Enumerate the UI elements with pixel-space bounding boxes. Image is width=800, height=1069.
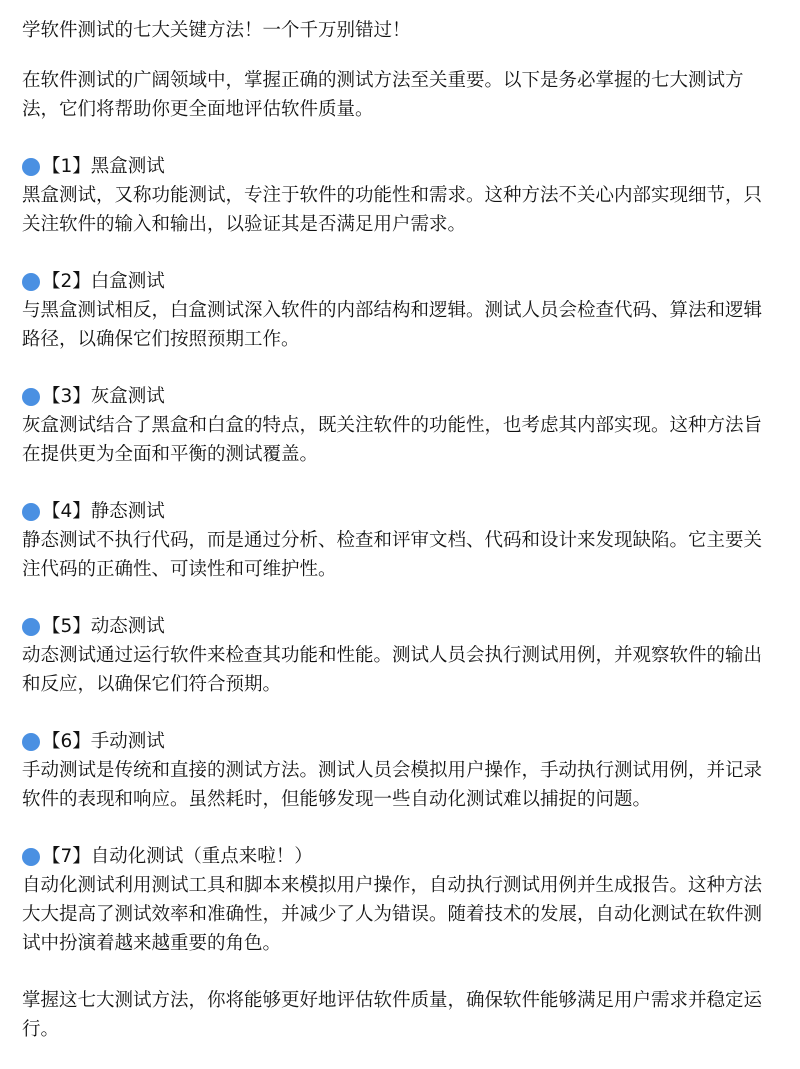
blue-circle-icon [22,733,40,751]
section-1 [22,152,776,239]
section-title: 【3】灰盒测试 [42,386,165,407]
section-3 [22,382,776,469]
section-title: 【4】静态测试 [42,501,165,522]
section-heading [22,152,776,181]
section-body: 手动测试是传统和直接的测试方法。测试人员会模拟用户操作，手动执行测试用例，并记录软件的表现和响应。虽然耗时，但能够发现一些自动化测试难以捕捉的问题。 [22,760,763,810]
closing-paragraph: 掌握这七大测试方法，你将能够更好地评估软件质量，确保软件能够满足用户需求并稳定运行。 [22,990,763,1040]
blue-circle-icon [22,848,40,866]
section-6 [22,727,776,814]
section-body: 灰盒测试结合了黑盒和白盒的特点，既关注软件的功能性，也考虑其内部实现。这种方法旨在提供更为全面和平衡的测试覆盖。 [22,415,763,465]
section-body: 黑盒测试，又称功能测试，专注于软件的功能性和需求。这种方法不关心内部实现细节，只关注软件的输入和输出，以验证其是否满足用户需求。 [22,185,763,235]
section-title: 【2】白盒测试 [42,271,165,292]
section-body: 静态测试不执行代码，而是通过分析、检查和评审文档、代码和设计来发现缺陷。它主要关注代码的正确性、可读性和可维护性。 [22,530,763,580]
section-title: 【5】动态测试 [42,616,165,637]
section-5 [22,612,776,699]
section-heading [22,267,776,296]
section-heading [22,727,776,756]
section-title: 【1】黑盒测试 [42,156,165,177]
blue-circle-icon [22,158,40,176]
section-body: 自动化测试利用测试工具和脚本来模拟用户操作，自动执行测试用例并生成报告。这种方法大大提高了测试效率和准确性，并减少了人为错误。随着技术的发展，自动化测试在软件测试中扮演着越来越重要的角色。 [22,875,763,954]
section-title: 【6】手动测试 [42,731,165,752]
section-title: 【7】自动化测试（重点来啦！） [42,846,313,867]
page-title: 学软件测试的七大关键方法！一个千万别错过！ [22,20,411,41]
section-heading [22,382,776,411]
section-body: 与黑盒测试相反，白盒测试深入软件的内部结构和逻辑。测试人员会检查代码、算法和逻辑路径，以确保它们按照预期工作。 [22,300,763,350]
section-7 [22,842,776,958]
blue-circle-icon [22,273,40,291]
section-heading [22,612,776,641]
intro-paragraph: 在软件测试的广阔领域中，掌握正确的测试方法至关重要。以下是务必掌握的七大测试方法，它们将帮助你更全面地评估软件质量。 [22,70,744,120]
blue-circle-icon [22,388,40,406]
section-heading [22,842,776,871]
blue-circle-icon [22,618,40,636]
blue-circle-icon [22,503,40,521]
section-heading [22,497,776,526]
section-body: 动态测试通过运行软件来检查其功能和性能。测试人员会执行测试用例，并观察软件的输出和反应，以确保它们符合预期。 [22,645,763,695]
section-2 [22,267,776,354]
section-4 [22,497,776,584]
